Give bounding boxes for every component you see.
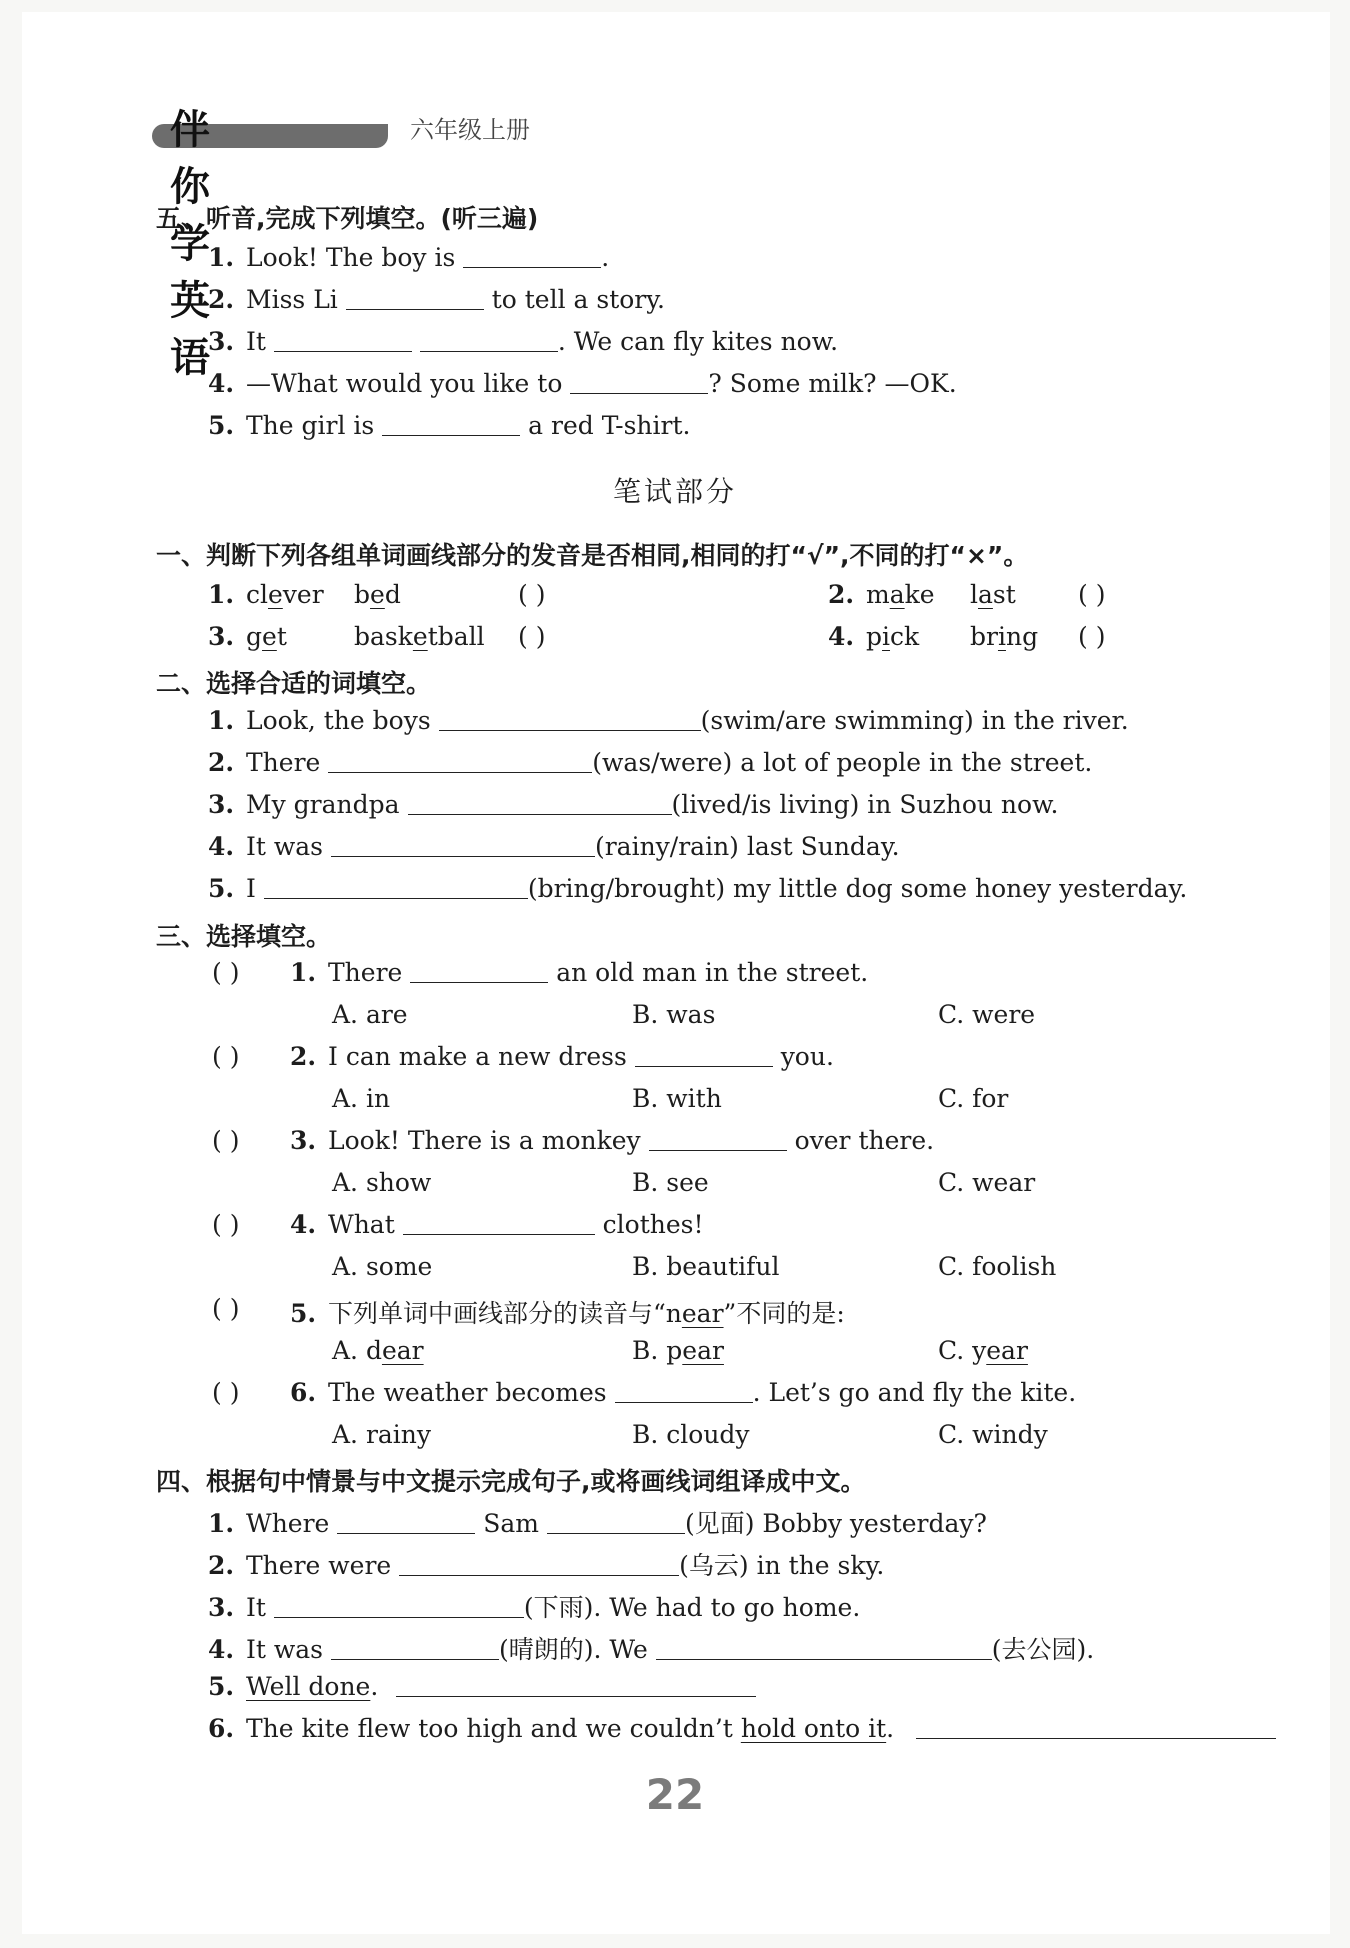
s4-item-4: 4. It was (晴朗的). We (去公园). [208, 1635, 1095, 1664]
s4-item-6: 6. The kite flew too high and we couldn’t hold onto it. [208, 1714, 1276, 1743]
answer-blank[interactable] [649, 1149, 787, 1151]
answer-blank[interactable] [274, 350, 412, 352]
answer-paren[interactable]: ( ) [1078, 622, 1106, 651]
s3-q2-option-b[interactable]: B. with [632, 1084, 722, 1113]
answer-blank[interactable] [570, 392, 708, 394]
s3-q4-paren[interactable]: ( ) [212, 1210, 240, 1239]
answer-blank[interactable] [331, 1658, 499, 1660]
section-5-title: 五、听音,完成下列填空。(听三遍) [156, 204, 539, 233]
answer-blank[interactable] [439, 729, 701, 731]
answer-blank[interactable] [463, 266, 601, 268]
logo-text: 伴你学 英语 [170, 107, 212, 381]
answer-paren[interactable]: ( ) [518, 580, 546, 609]
s1-item-2: 2. make last ( ) [828, 580, 1106, 609]
answer-blank[interactable] [337, 1532, 475, 1534]
s4-item-1: 1. Where Sam (见面) Bobby yesterday? [208, 1509, 987, 1538]
s3-q4-option-b[interactable]: B. beautiful [632, 1252, 780, 1281]
s2-item-1: 1. Look, the boys (swim/are swimming) in the river. [208, 706, 1129, 735]
answer-paren[interactable]: ( ) [1078, 580, 1106, 609]
s4-item-2: 2. There were (乌云) in the sky. [208, 1551, 885, 1580]
s2-item-4: 4. It was (rainy/rain) last Sunday. [208, 832, 900, 861]
answer-paren[interactable]: ( ) [518, 622, 546, 651]
s2-item-2: 2. There (was/were) a lot of people in the street. [208, 748, 1093, 777]
s3-q1: 1. There an old man in the street. [290, 958, 869, 987]
s3-q5-paren[interactable]: ( ) [212, 1294, 240, 1323]
s3-q2: 2. I can make a new dress you. [290, 1042, 834, 1071]
answer-blank[interactable] [399, 1574, 679, 1576]
s3-q2-paren[interactable]: ( ) [212, 1042, 240, 1071]
s3-q5-option-a[interactable]: A. dear [332, 1336, 424, 1365]
section-3-title: 三、选择填空。 [156, 922, 332, 951]
answer-blank[interactable] [420, 350, 558, 352]
s3-q2-option-a[interactable]: A. in [332, 1084, 391, 1113]
s1-item-3: 3. get basketball ( ) [208, 622, 546, 651]
answer-blank[interactable] [331, 855, 595, 857]
answer-blank[interactable] [656, 1658, 992, 1660]
s4-item-3: 3. It (下雨). We had to go home. [208, 1593, 861, 1622]
s5-item-2: 2. Miss Li to tell a story. [208, 285, 666, 314]
s5-item-5: 5. The girl is a red T-shirt. [208, 411, 691, 440]
answer-blank[interactable] [396, 1695, 756, 1697]
answer-blank[interactable] [264, 897, 528, 899]
s5-item-1: 1. Look! The boy is . [208, 243, 610, 272]
answer-blank[interactable] [615, 1401, 753, 1403]
section-1-title: 一、判断下列各组单词画线部分的发音是否相同,相同的打“√”,不同的打“×”。 [156, 541, 1029, 570]
s3-q1-option-b[interactable]: B. was [632, 1000, 716, 1029]
s3-q4: 4. What clothes! [290, 1210, 704, 1239]
answer-blank[interactable] [916, 1737, 1276, 1739]
answer-blank[interactable] [346, 308, 484, 310]
s5-item-3: 3. It . We can fly kites now. [208, 327, 839, 356]
answer-blank[interactable] [410, 981, 548, 983]
s3-q6-option-c[interactable]: C. windy [938, 1420, 1048, 1449]
answer-blank[interactable] [408, 813, 672, 815]
answer-blank[interactable] [403, 1233, 595, 1235]
s3-q2-option-c[interactable]: C. for [938, 1084, 1009, 1113]
s4-item-5: 5. Well done. [208, 1672, 756, 1701]
s3-q3-option-c[interactable]: C. wear [938, 1168, 1036, 1197]
s3-q1-option-a[interactable]: A. are [332, 1000, 408, 1029]
s3-q6-option-a[interactable]: A. rainy [332, 1420, 432, 1449]
s3-q6-paren[interactable]: ( ) [212, 1378, 240, 1407]
answer-blank[interactable] [382, 434, 520, 436]
answer-blank[interactable] [635, 1065, 773, 1067]
s3-q4-option-c[interactable]: C. foolish [938, 1252, 1057, 1281]
s3-q5-option-c[interactable]: C. year [938, 1336, 1028, 1365]
section-4-title: 四、根据句中情景与中文提示完成句子,或将画线词组译成中文。 [156, 1467, 866, 1496]
answer-blank[interactable] [274, 1616, 524, 1618]
s3-q3-option-a[interactable]: A. show [332, 1168, 432, 1197]
page-number: 22 [645, 1770, 705, 1819]
s3-q1-paren[interactable]: ( ) [212, 958, 240, 987]
s3-q3: 3. Look! There is a monkey over there. [290, 1126, 935, 1155]
section-2-title: 二、选择合适的词填空。 [156, 669, 432, 698]
s1-item-4: 4. pick bring ( ) [828, 622, 1106, 651]
s3-q6: 6. The weather becomes . Let’s go and fly the kite. [290, 1378, 1077, 1407]
s2-item-3: 3. My grandpa (lived/is living) in Suzhou now. [208, 790, 1059, 819]
s3-q4-option-a[interactable]: A. some [332, 1252, 433, 1281]
answer-blank[interactable] [328, 771, 592, 773]
s2-item-5: 5. I (bring/brought) my little dog some honey yesterday. [208, 874, 1188, 903]
s3-q5: 5. 下列单词中画线部分的读音与“near”不同的是: [290, 1299, 845, 1328]
s3-q1-option-c[interactable]: C. were [938, 1000, 1036, 1029]
s1-item-1: 1. clever bed ( ) [208, 580, 546, 609]
s3-q3-paren[interactable]: ( ) [212, 1126, 240, 1155]
grade-label: 六年级上册 [410, 116, 530, 144]
s5-item-4: 4. —What would you like to ? Some milk? —OK. [208, 369, 957, 398]
s3-q6-option-b[interactable]: B. cloudy [632, 1420, 750, 1449]
s3-q3-option-b[interactable]: B. see [632, 1168, 709, 1197]
s3-q5-option-b[interactable]: B. pear [632, 1336, 724, 1365]
written-part-heading: 笔试部分 [612, 475, 737, 508]
answer-blank[interactable] [547, 1532, 685, 1534]
